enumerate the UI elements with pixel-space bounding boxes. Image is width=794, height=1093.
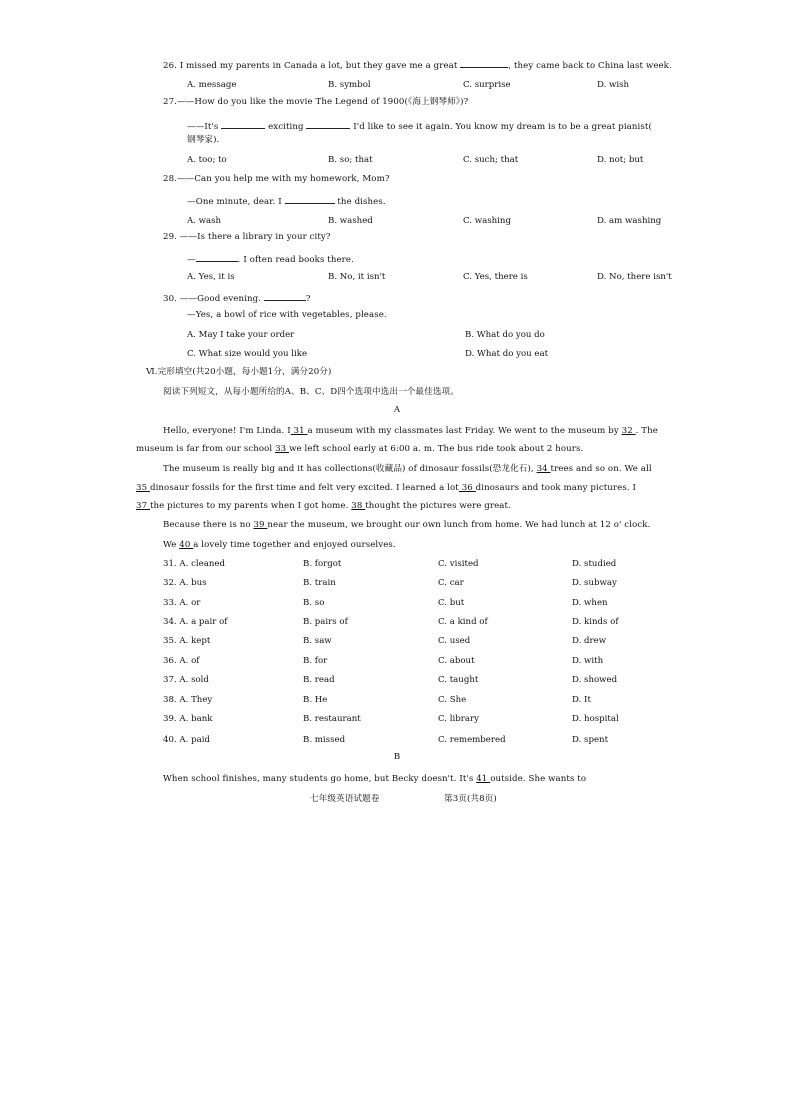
cloze-33-option-d[interactable]: D. when (572, 598, 608, 608)
q27-line1: 27.——How do you like the movie The Legend of 1900(《海上钢琴师》)? (163, 97, 469, 107)
cloze-31-option-b[interactable]: B. forgot (303, 559, 342, 569)
q29-option-b[interactable]: B. No, it isn't (328, 272, 386, 282)
blank-36[interactable]: 36 (458, 483, 476, 493)
q29-blank[interactable] (196, 252, 238, 262)
cloze-38-option-a[interactable]: 38. A. They (163, 695, 213, 705)
cloze-34-option-b[interactable]: B. pairs of (303, 617, 348, 627)
passage-b-line1: When school finishes, many students go home, but Becky doesn't. It's 41 outside. She wants to (163, 774, 587, 784)
section-heading: Ⅵ.完形填空(共20小题，每小题1分，满分20分) (146, 367, 332, 377)
blank-38[interactable]: 38 (351, 501, 366, 511)
passage-a-label: A (393, 405, 401, 415)
q28-option-c[interactable]: C. washing (463, 216, 511, 226)
q29-option-c[interactable]: C. Yes, there is (463, 272, 528, 282)
cloze-37-option-a[interactable]: 37. A. sold (163, 675, 209, 685)
q28-blank[interactable] (285, 194, 335, 204)
cloze-40-option-b[interactable]: B. missed (303, 735, 346, 745)
q26-option-d[interactable]: D. wish (597, 80, 630, 90)
cloze-35-option-d[interactable]: D. drew (572, 636, 607, 646)
q27-line2: ——It's exciting I'd like to see it again. You know my dream is to be a great pianist( (187, 119, 652, 133)
cloze-40-option-a[interactable]: 40. A. paid (163, 735, 210, 745)
q30-option-a[interactable]: A. May I take your order (187, 330, 295, 340)
cloze-38-option-c[interactable]: C. She (438, 695, 467, 705)
q30-line1: 30. ——Good evening. ? (163, 291, 311, 305)
cloze-34-option-c[interactable]: C. a kind of (438, 617, 488, 627)
q30-blank[interactable] (264, 291, 306, 301)
cloze-32-option-b[interactable]: B. train (303, 578, 336, 588)
blank-32[interactable]: 32 (621, 426, 636, 436)
passage-a-line5: 37 the pictures to my parents when I got home. 38 thought the pictures were great. (136, 501, 511, 511)
q29-option-d[interactable]: D. No, there isn't (597, 272, 672, 282)
passage-b-label: B (393, 752, 401, 762)
cloze-35-option-b[interactable]: B. saw (303, 636, 332, 646)
cloze-38-option-d[interactable]: D. It (572, 695, 591, 705)
q30-line2: —Yes, a bowl of rice with vegetables, please. (187, 310, 387, 320)
cloze-36-option-c[interactable]: C. about (438, 656, 475, 666)
cloze-39-option-a[interactable]: 39. A. bank (163, 714, 213, 724)
q26-option-c[interactable]: C. surprise (463, 80, 511, 90)
blank-31[interactable]: 31 (290, 426, 308, 436)
cloze-37-option-b[interactable]: B. read (303, 675, 335, 685)
q26-stem: 26. I missed my parents in Canada a lot, but they gave me a great , they came back to China last week. (163, 58, 672, 72)
cloze-39-option-b[interactable]: B. restaurant (303, 714, 361, 724)
cloze-39-option-d[interactable]: D. hospital (572, 714, 619, 724)
cloze-35-option-c[interactable]: C. used (438, 636, 471, 646)
q27-option-a[interactable]: A. too; to (187, 155, 227, 165)
cloze-33-option-c[interactable]: C. but (438, 598, 465, 608)
cloze-33-option-b[interactable]: B. so (303, 598, 325, 608)
q28-line1: 28.——Can you help me with my homework, Mom? (163, 174, 390, 184)
cloze-37-option-c[interactable]: C. taught (438, 675, 479, 685)
cloze-31-option-d[interactable]: D. studied (572, 559, 617, 569)
footer-title: 七年级英语试题卷 (310, 794, 380, 804)
cloze-36-option-a[interactable]: 36. A. of (163, 656, 200, 666)
cloze-38-option-b[interactable]: B. He (303, 695, 328, 705)
q26-option-a[interactable]: A. message (187, 80, 237, 90)
cloze-31-option-a[interactable]: 31. A. cleaned (163, 559, 225, 569)
q27-option-d[interactable]: D. not; but (597, 155, 644, 165)
passage-a-line2: museum is far from our school 33 we left school early at 6:00 a. m. The bus ride took about 2 hours. (136, 444, 584, 454)
blank-40[interactable]: 40 (179, 540, 194, 550)
q30-option-b[interactable]: B. What do you do (465, 330, 545, 340)
cloze-39-option-c[interactable]: C. library (438, 714, 479, 724)
q28-line2: —One minute, dear. I the dishes. (187, 194, 386, 208)
q27-line3: 钢琴家). (187, 135, 220, 145)
q26-option-b[interactable]: B. symbol (328, 80, 371, 90)
cloze-34-option-d[interactable]: D. kinds of (572, 617, 619, 627)
passage-a-line1: Hello, everyone! I'm Linda. I 31 a museum with my classmates last Friday. We went to the museum by 32 . The (163, 426, 658, 436)
cloze-40-option-d[interactable]: D. spent (572, 735, 609, 745)
blank-39[interactable]: 39 (253, 520, 268, 530)
cloze-32-option-d[interactable]: D. subway (572, 578, 617, 588)
blank-34[interactable]: 34 (536, 464, 551, 474)
blank-41[interactable]: 41 (476, 774, 491, 784)
cloze-34-option-a[interactable]: 34. A. a pair of (163, 617, 228, 627)
cloze-36-option-b[interactable]: B. for (303, 656, 328, 666)
cloze-36-option-d[interactable]: D. with (572, 656, 604, 666)
q27-option-c[interactable]: C. such; that (463, 155, 519, 165)
q27-blank1[interactable] (221, 119, 265, 129)
passage-a-line4: 35 dinosaur fossils for the first time and felt very excited. I learned a lot 36 dinosaurs and took many pictures. I (136, 483, 636, 493)
blank-33[interactable]: 33 (275, 444, 290, 454)
section-instruction: 阅读下列短文，从每小题所给的A、B、C、D四个选项中选出一个最佳选项。 (163, 387, 459, 397)
q27-blank2[interactable] (306, 119, 350, 129)
q27-option-b[interactable]: B. so; that (328, 155, 373, 165)
passage-a-line6: Because there is no 39 near the museum, we brought our own lunch from home. We had lunch at 12 o' clock. (163, 520, 651, 530)
q29-line1: 29. ——Is there a library in your city? (163, 232, 331, 242)
q29-option-a[interactable]: A. Yes, it is (187, 272, 235, 282)
q28-option-b[interactable]: B. washed (328, 216, 373, 226)
cloze-32-option-a[interactable]: 32. A. bus (163, 578, 207, 588)
q28-option-a[interactable]: A. wash (187, 216, 222, 226)
cloze-32-option-c[interactable]: C. car (438, 578, 464, 588)
cloze-33-option-a[interactable]: 33. A. or (163, 598, 201, 608)
q30-option-c[interactable]: C. What size would you like (187, 349, 308, 359)
passage-a-line3: The museum is really big and it has collections(收藏品) of dinosaur fossils(恐龙化石), 34 trees and so on. We all (163, 464, 652, 474)
cloze-31-option-c[interactable]: C. visited (438, 559, 479, 569)
q28-option-d[interactable]: D. am washing (597, 216, 662, 226)
cloze-35-option-a[interactable]: 35. A. kept (163, 636, 211, 646)
blank-35[interactable]: 35 (136, 483, 150, 493)
blank-37[interactable]: 37 (136, 501, 150, 511)
footer-page: 第3页(共8页) (444, 794, 497, 804)
cloze-40-option-c[interactable]: C. remembered (438, 735, 506, 745)
cloze-37-option-d[interactable]: D. showed (572, 675, 618, 685)
q30-option-d[interactable]: D. What do you eat (465, 349, 549, 359)
q26-blank[interactable] (460, 58, 508, 68)
passage-a-line7: We 40 a lovely time together and enjoyed ourselves. (163, 540, 396, 550)
q29-line2: — . I often read books there. (187, 252, 354, 266)
